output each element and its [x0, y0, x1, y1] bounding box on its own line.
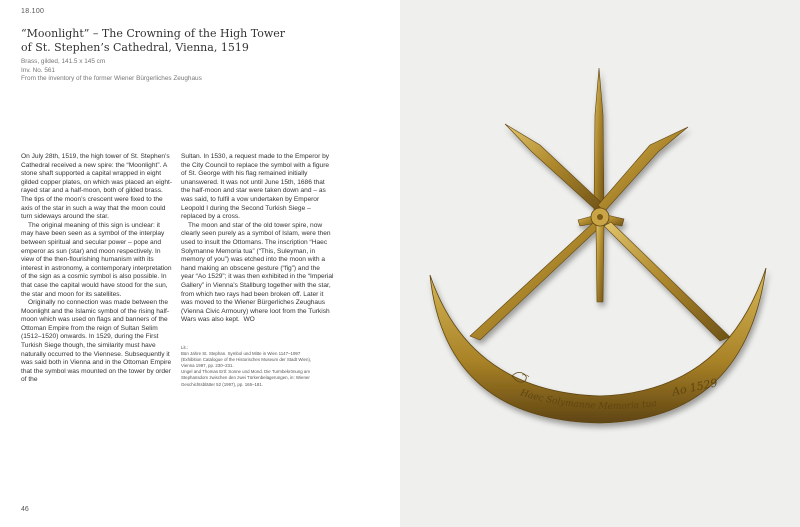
object-metadata — [21, 58, 202, 84]
moon-year-inscription: Ao 1529 — [670, 376, 719, 399]
star-ray-lower-right — [604, 222, 730, 341]
paragraph: Originally no connection was made between the Moonlight and the Islamic symbol of the rising half-moon which was used on flags and banners of the Ottoman Empire from the reign of Sultan Selim (1512–1520) onwards. In 1529, during the First Turkish Siege though, the similarity must have naturally occurred to the Viennese. Subsequently it was said both in Vienna and in the Ottoman Empire that the symbol was mounted on the tower by order of the — [21, 299, 172, 384]
literature-line: (Exhibition Catalogue of the Historisches Museum der Stadt Wien), — [181, 357, 312, 363]
literature-notes — [181, 345, 331, 388]
star-ray-lower-left — [470, 222, 601, 340]
literature-line: Geschichtsblätter 52 (1997), pp. 165–181. — [181, 381, 264, 387]
entry-title-line-1: “Moonlight” – The Crowning of the High Tower — [21, 27, 286, 40]
literature-label: Lit.: — [181, 345, 189, 350]
star-hub-center — [597, 214, 603, 220]
paragraph: Sultan. In 1530, a request made to the Emperor by the City Council to replace the symbol with a figure of St. George with his flag remained initially unanswered. It was not until June 15th, 1686 that the half-moon and star were taken down and – as was said, to fulfil a vow undertaken by Emperor Leopold I during the Second Turkish Siege – replaced by a cross. — [181, 153, 330, 221]
material-line: Brass, gilded, 141.5 x 145 cm — [21, 58, 106, 65]
literature-line: Stephansdom zwischen den zwei Türkenbelagerungen, in: Wiener — [181, 375, 310, 381]
literature-line: Bün Jahre St. Stephan. Symbol und Mitte in Wien 1147–1997 — [181, 351, 301, 357]
entry-title — [21, 27, 351, 55]
star-rays — [470, 68, 730, 341]
paragraph — [181, 222, 334, 325]
star-ray-upper-right — [598, 127, 688, 212]
paragraph: The original meaning of this sign is unclear: it may have been seen as a symbol of the interplay between spiritual and secular power – pope and emperor as sun (star) and moon respectively. In view of the then-flourishing humanism with its interest in astronomy, a contemporary interpretation of the sign as a cosmic symbol is also possible. In that case the capital would have stood for the sun, the star and moon for its satellites. — [21, 221, 172, 298]
star-ray-upper-left — [505, 124, 604, 212]
star-ray-top — [594, 68, 604, 210]
literature-line: Ungel and Thomas Ertl: Sonne und Mond. Die Turmbekrönung am — [181, 369, 311, 375]
moon-inscription-text: Haec Solymanne Memoria tua — [519, 388, 658, 412]
text-column-1 — [21, 153, 174, 385]
page-number: 46 — [21, 506, 29, 513]
star-ray-bottom — [596, 224, 604, 302]
text-column-2 — [181, 153, 334, 325]
entry-title-line-2: of St. Stephen’s Cathedral, Vienna, 1519 — [21, 41, 249, 54]
paragraph: On July 28th, 1519, the high tower of St. Stephen’s Cathedral received a new spire: the “Moonlight”. A stone shaft supported a capital wrapped in eight gilded copper plates, on which was placed an eight-rayed star and a half-moon, both of gilded brass. The tips of the moon’s crescent were fixed to the axis of the star in such a way that the moon could turn sideways around the star. — [21, 153, 173, 221]
provenance-line: From the inventory of the former Wiener Bürgerliches Zeughaus — [21, 75, 202, 83]
paragraph-text: The moon and star of the old tower spire, now clearly seen purely as a symbol of Islam, were then used to insult the Ottomans. The inscription “Haec Solymanne Memoria tua” (“This, Suleyman, in memory of you”) was etched into the moon with a hand making an obscene gesture (“fig”) and the year “Ao 1529”; it was then exhibited in the “Imperial Gallery” in Vienna’s Stallburg together with the star, from which two rays had been broken off. Later it was moved to the Wiener Bürgerliches Zeughaus (Vienna Civic Armoury) where loot from the Turkish Wars was also kept. — [181, 221, 334, 324]
moon-and-star-photo — [400, 0, 800, 527]
literature-line: Vienna 1997, pp. 230–231. — [181, 363, 234, 369]
catalog-number: 18.100 — [21, 8, 45, 15]
author-initials: WO — [243, 316, 255, 324]
inventory-line: Inv. No. 561 — [21, 66, 55, 74]
